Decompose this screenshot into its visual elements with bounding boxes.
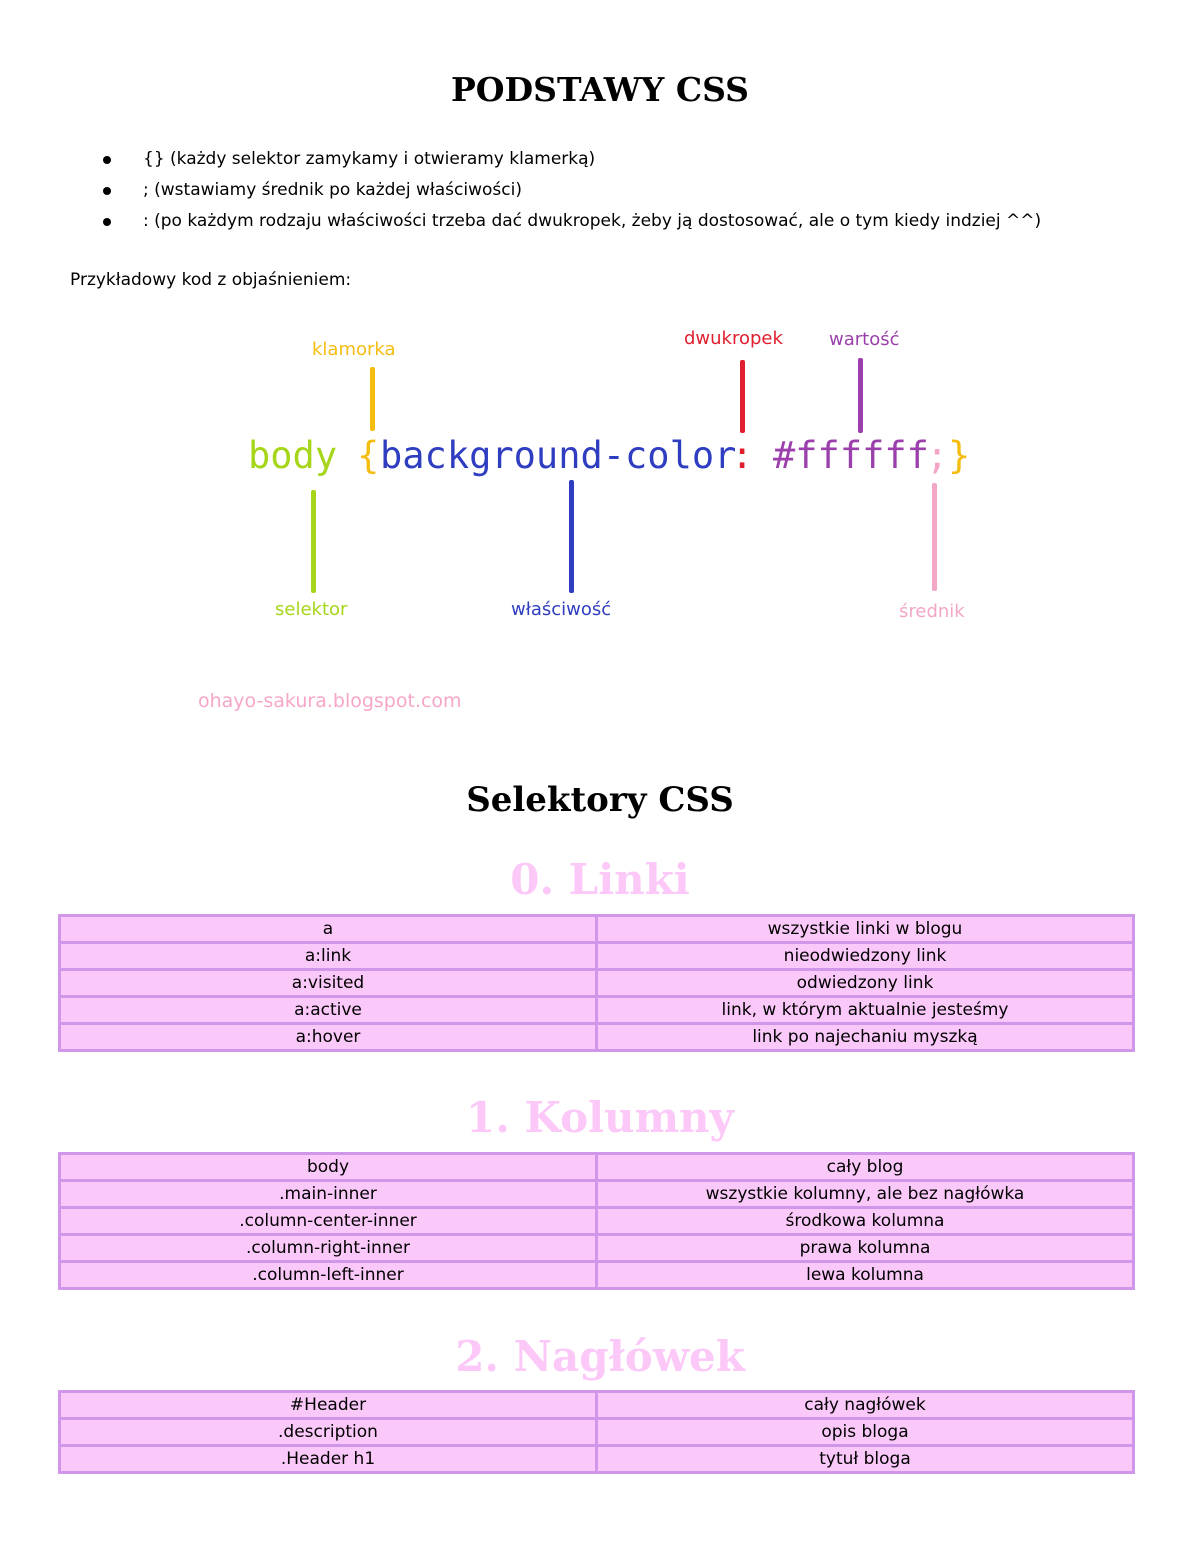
list-item-text: : (po każdym rodzaju właściwości trzeba dać dwukropek, żeby ją dostosować, ale o tym kiedy indziej ^^) xyxy=(143,211,1042,231)
bullet-icon xyxy=(103,156,111,164)
header-table xyxy=(58,1390,1135,1474)
selector-cell: .column-left-inner xyxy=(60,1262,597,1289)
colon-label: dwukropek xyxy=(684,328,783,349)
table-row xyxy=(60,916,1134,943)
selector-cell: a:visited xyxy=(60,970,597,997)
description-cell: tytuł bloga xyxy=(597,1446,1134,1473)
table-row xyxy=(60,1262,1134,1289)
selector-label: selektor xyxy=(275,599,348,620)
table-row xyxy=(60,1419,1134,1446)
links-table xyxy=(58,914,1135,1052)
section-title-links: 0. Linki xyxy=(510,855,690,904)
colon-pointer xyxy=(740,360,745,433)
section-title-columns: 1. Kolumny xyxy=(466,1093,734,1142)
description-cell: nieodwiedzony link xyxy=(597,943,1134,970)
description-cell: link, w którym aktualnie jesteśmy xyxy=(597,997,1134,1024)
table-row xyxy=(60,943,1134,970)
selector-cell: #Header xyxy=(60,1392,597,1419)
property-label: właściwość xyxy=(511,599,612,620)
description-cell: odwiedzony link xyxy=(597,970,1134,997)
value-pointer xyxy=(858,358,863,433)
selector-cell: a:active xyxy=(60,997,597,1024)
table-row xyxy=(60,1208,1134,1235)
selector-cell: a:hover xyxy=(60,1024,597,1051)
selector-cell: .main-inner xyxy=(60,1181,597,1208)
code-selector: body xyxy=(248,434,338,477)
description-cell: cały blog xyxy=(597,1154,1134,1181)
table-row xyxy=(60,1024,1134,1051)
brace-pointer xyxy=(370,367,375,431)
selector-pointer xyxy=(311,490,316,593)
description-cell: cały nagłówek xyxy=(597,1392,1134,1419)
selector-cell: a:link xyxy=(60,943,597,970)
table-row xyxy=(60,997,1134,1024)
rules-list xyxy=(95,144,1041,237)
table-row xyxy=(60,1235,1134,1262)
selector-cell: .Header h1 xyxy=(60,1446,597,1473)
code-semicolon: ; xyxy=(926,434,949,477)
columns-table xyxy=(58,1152,1135,1290)
semicolon-label: średnik xyxy=(899,601,965,622)
bullet-icon xyxy=(103,187,111,195)
list-item-text: ; (wstawiamy średnik po każdej właściwości) xyxy=(143,180,522,200)
selector-cell: .description xyxy=(60,1419,597,1446)
code-colon: : xyxy=(731,434,754,477)
selectors-heading: Selektory CSS xyxy=(466,780,734,820)
brace-label: klamorka xyxy=(312,339,396,360)
semicolon-pointer xyxy=(932,483,937,591)
table-row xyxy=(60,1392,1134,1419)
table-row xyxy=(60,1154,1134,1181)
selector-cell: .column-center-inner xyxy=(60,1208,597,1235)
code-brace-open: { xyxy=(357,434,380,477)
description-cell: środkowa kolumna xyxy=(597,1208,1134,1235)
selector-cell: body xyxy=(60,1154,597,1181)
table-row xyxy=(60,970,1134,997)
selector-cell: .column-right-inner xyxy=(60,1235,597,1262)
code-value: #ffffff xyxy=(773,434,929,477)
table-row xyxy=(60,1446,1134,1473)
list-item xyxy=(95,144,1041,175)
description-cell: wszystkie linki w blogu xyxy=(597,916,1134,943)
selector-cell: a xyxy=(60,916,597,943)
description-cell: prawa kolumna xyxy=(597,1235,1134,1262)
list-item xyxy=(95,175,1041,206)
description-cell: opis bloga xyxy=(597,1419,1134,1446)
property-pointer xyxy=(569,480,574,593)
table-row xyxy=(60,1181,1134,1208)
list-item xyxy=(95,206,1041,237)
blog-credit: ohayo-sakura.blogspot.com xyxy=(198,690,462,712)
example-label: Przykładowy kod z objaśnieniem: xyxy=(70,270,352,290)
list-item-text: {} (każdy selektor zamykamy i otwieramy klamerką) xyxy=(143,149,596,169)
code-property: background-color xyxy=(380,434,737,477)
code-brace-close: } xyxy=(948,434,971,477)
value-label: wartość xyxy=(829,329,900,350)
bullet-icon xyxy=(103,218,111,226)
description-cell: link po najechaniu myszką xyxy=(597,1024,1134,1051)
description-cell: wszystkie kolumny, ale bez nagłówka xyxy=(597,1181,1134,1208)
page-title: PODSTAWY CSS xyxy=(450,70,750,109)
section-title-header: 2. Nagłówek xyxy=(455,1332,745,1381)
description-cell: lewa kolumna xyxy=(597,1262,1134,1289)
